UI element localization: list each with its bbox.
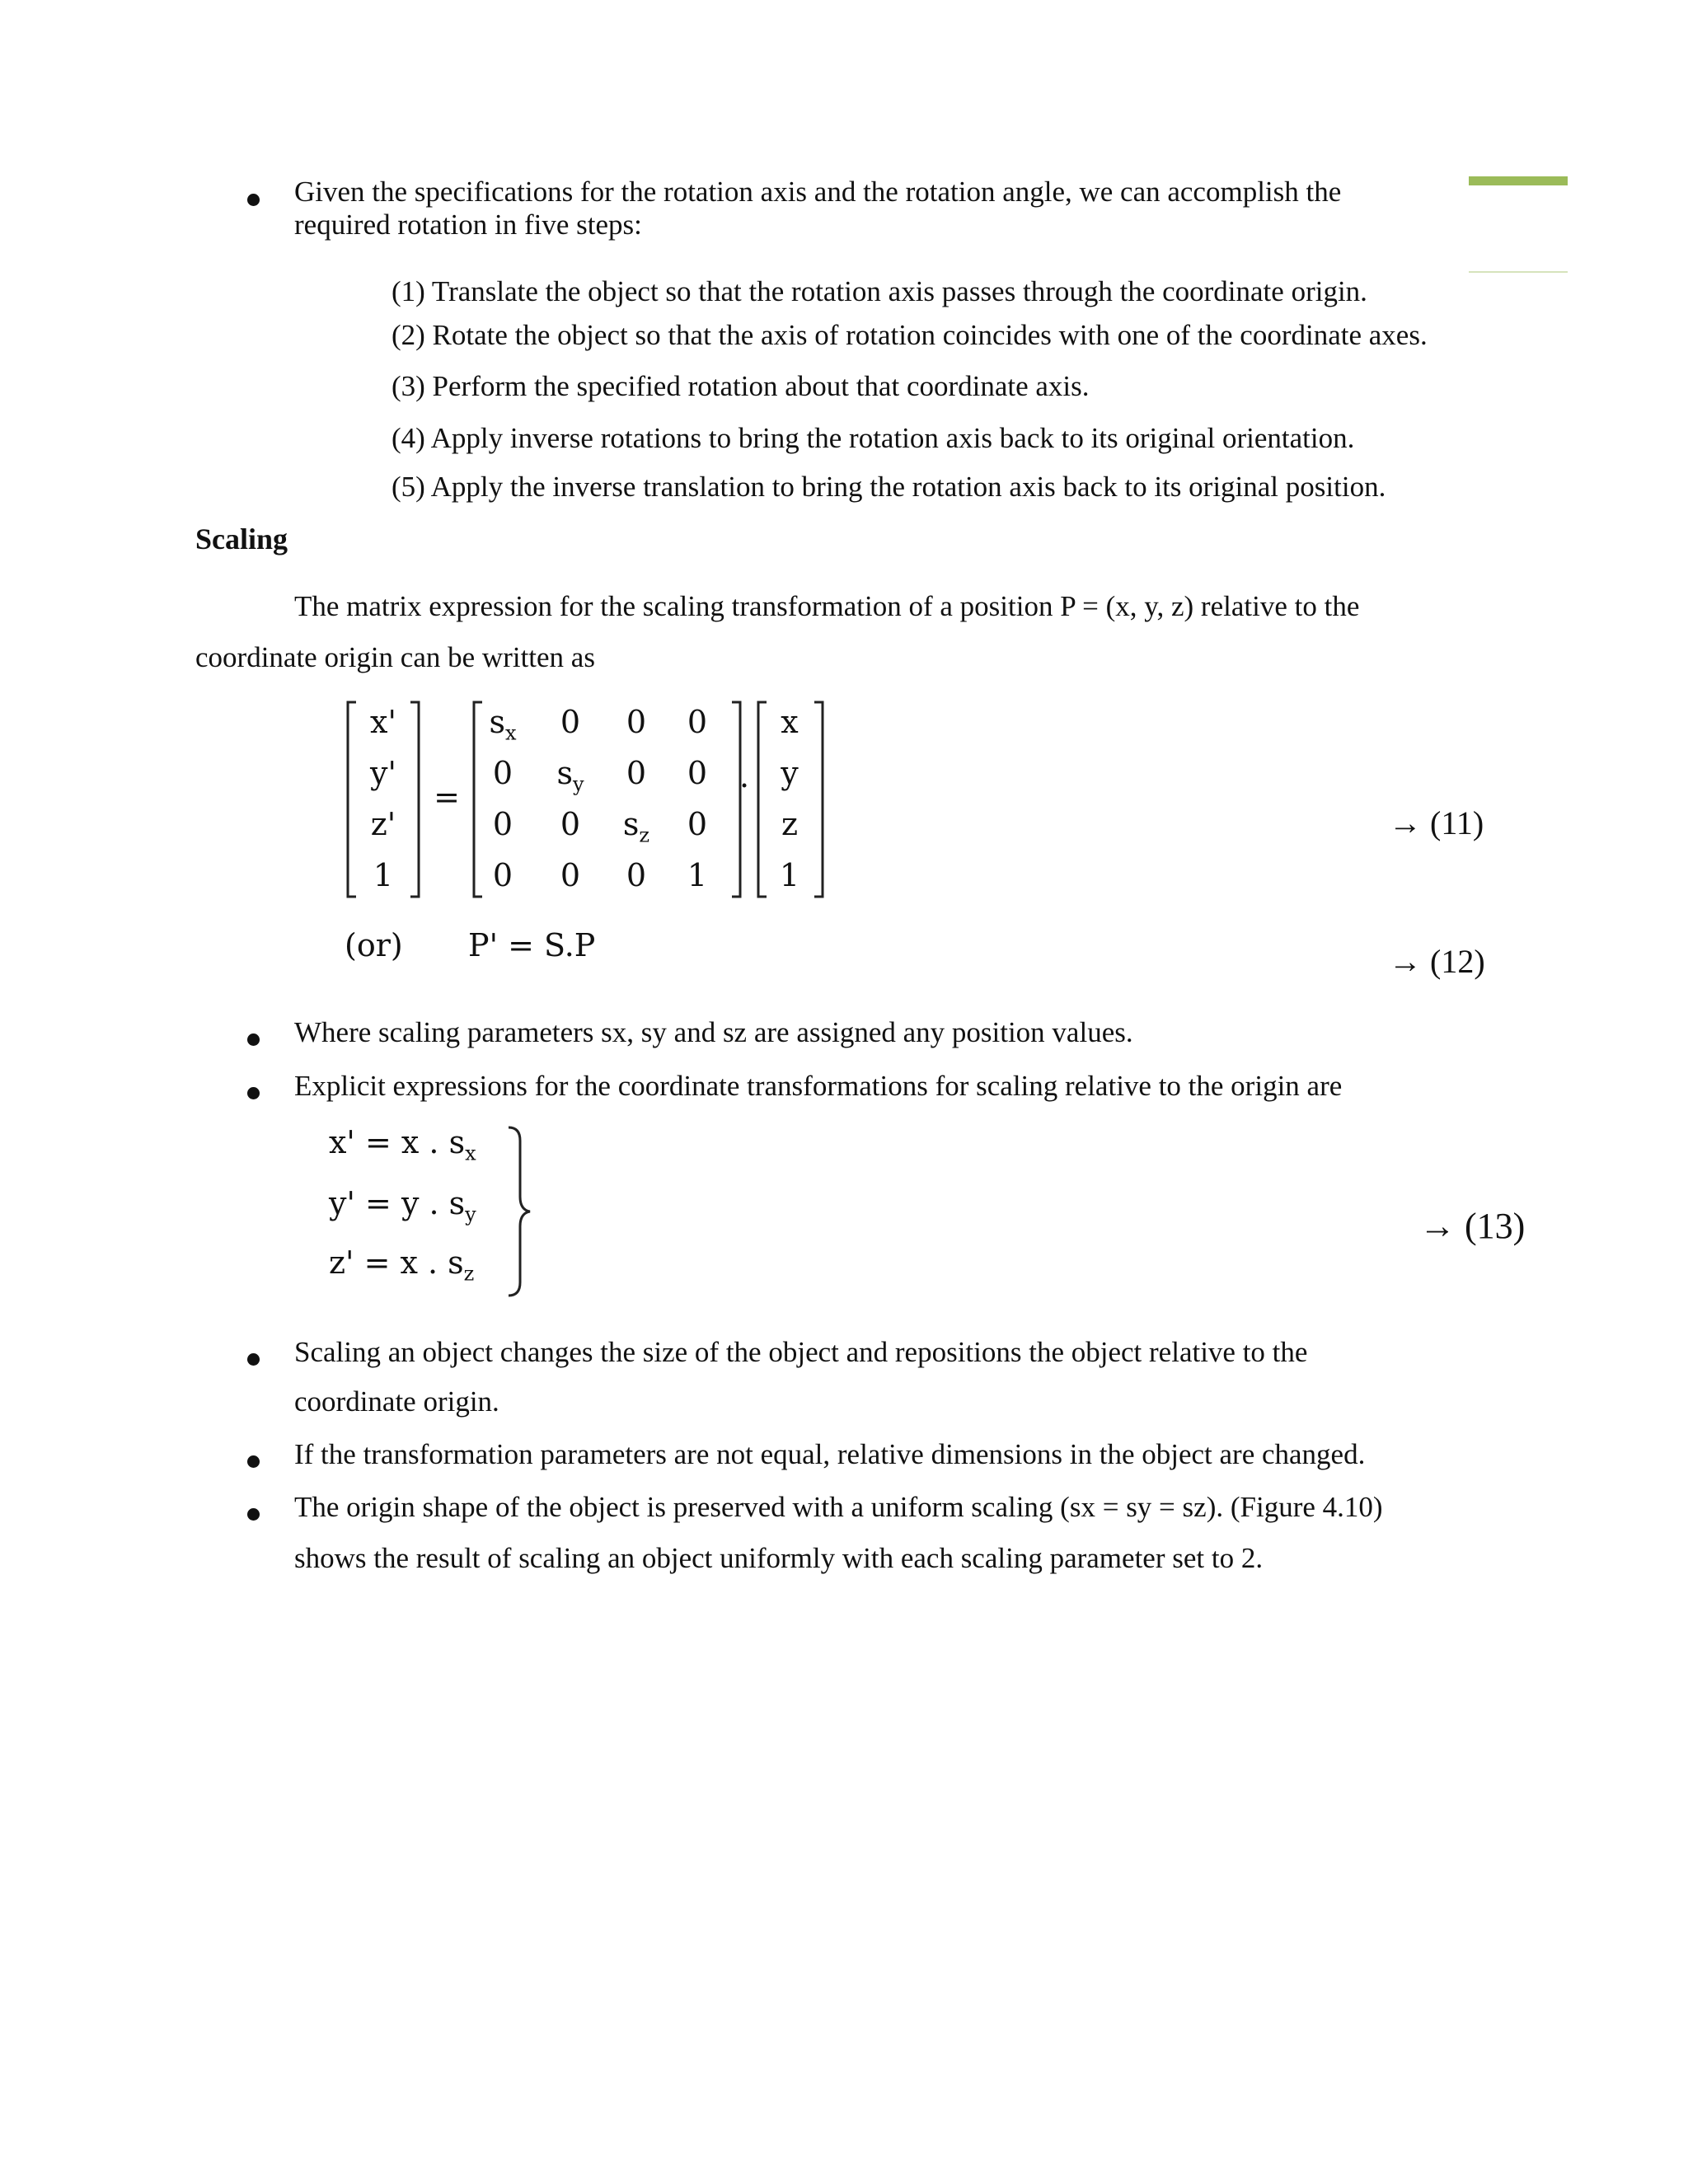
bullet-icon (247, 1033, 260, 1046)
matrix-cell: 0 (492, 857, 513, 893)
equals-sign: = (434, 779, 460, 815)
matrix-cell: 0 (687, 755, 708, 791)
matrix-cell: 0 (492, 755, 513, 791)
bullet-icon (247, 1455, 260, 1468)
lhs-x: x' (370, 704, 396, 740)
eq13-line-y: y' = y . $s_y$ (329, 1185, 476, 1226)
bullet-uniform-line-2: shows the result of scaling an object uniformly with each scaling parameter set to 2. (294, 1542, 1264, 1574)
equation-12-or: (or) (345, 927, 403, 963)
paragraph-line-1: The matrix expression for the scaling transformation of a position P = (x, y, z) relative to the (294, 590, 1360, 622)
equation-11 (338, 692, 832, 907)
step-4: (4) Apply inverse rotations to bring the rotation axis back to its original orientation. (392, 422, 1355, 454)
matrix-cell: 0 (687, 704, 708, 740)
equation-13 (326, 1121, 573, 1302)
equation-12-expr: P' = S.P (468, 927, 596, 963)
bullet-size-line-2: coordinate origin. (294, 1385, 499, 1418)
matrix-cell: 0 (492, 806, 513, 842)
eq13-line-x: x' = x . $s_x$ (329, 1124, 476, 1165)
step-1: (1) Translate the object so that the rotation axis passes through the coordinate origin. (392, 275, 1367, 307)
lhs-z: z' (370, 806, 396, 842)
matrix-cell: 0 (626, 857, 647, 893)
lhs-one: 1 (373, 857, 394, 893)
matrix-cell: 0 (687, 806, 708, 842)
rhs-x: x (781, 704, 799, 740)
matrix-cell: 0 (560, 857, 581, 893)
rhs-z: z (781, 806, 799, 842)
bullet-size-line-1: Scaling an object changes the size of the object and repositions the object relative to the (294, 1336, 1308, 1368)
matrix-cell: 0 (626, 704, 647, 740)
bullet-parameters-not-equal: If the transformation parameters are not equal, relative dimensions in the object are changed. (294, 1438, 1366, 1470)
header-accent-line (1469, 271, 1568, 273)
section-heading: Scaling (195, 523, 288, 555)
bullet-icon (247, 1087, 260, 1099)
header-accent-bar (1469, 176, 1568, 185)
lhs-y: y' (370, 755, 396, 791)
matrix-cell: 1 (687, 857, 708, 893)
bullet-icon (247, 194, 260, 206)
step-2: (2) Rotate the object so that the axis of rotation coincides with one of the coordinate axes. (392, 319, 1428, 351)
bullet-scaling-parameters: Where scaling parameters sx, sy and sz are assigned any position values. (294, 1016, 1133, 1048)
bullet-icon (247, 1508, 260, 1521)
intro-line-2: required rotation in five steps: (294, 209, 642, 241)
intro-line-1: Given the specifications for the rotation axis and the rotation angle, we can accomplish the (294, 176, 1342, 208)
bullet-uniform-line-1: The origin shape of the object is preserved with a uniform scaling (sx = sy = sz). (Figure 4.10) (294, 1491, 1383, 1523)
matrix-cell: $s_z$ (622, 806, 650, 847)
step-3: (3) Perform the specified rotation about that coordinate axis. (392, 370, 1090, 402)
rhs-y: y (781, 755, 799, 791)
eq13-line-z: z' = x . $s_z$ (329, 1244, 475, 1286)
dot-operator: . (738, 758, 750, 794)
bullet-explicit-expressions: Explicit expressions for the coordinate transformations for scaling relative to the origin are (294, 1070, 1343, 1102)
equation-11-ref: → (11) (1389, 804, 1484, 841)
matrix-cell: 0 (560, 806, 581, 842)
matrix-cell: $s_y$ (556, 755, 584, 796)
equation-12-ref: → (12) (1389, 943, 1485, 980)
equation-13-ref: → (13) (1419, 1206, 1526, 1246)
matrix-cell: 0 (560, 704, 581, 740)
paragraph-line-2: coordinate origin can be written as (195, 641, 595, 673)
right-brace-icon (505, 1121, 538, 1302)
bullet-icon (247, 1353, 260, 1366)
step-5: (5) Apply the inverse translation to bring the rotation axis back to its original position. (392, 471, 1386, 503)
rhs-one: 1 (779, 857, 800, 893)
matrix-cell: $s_x$ (489, 704, 517, 745)
matrix-cell: 0 (626, 755, 647, 791)
